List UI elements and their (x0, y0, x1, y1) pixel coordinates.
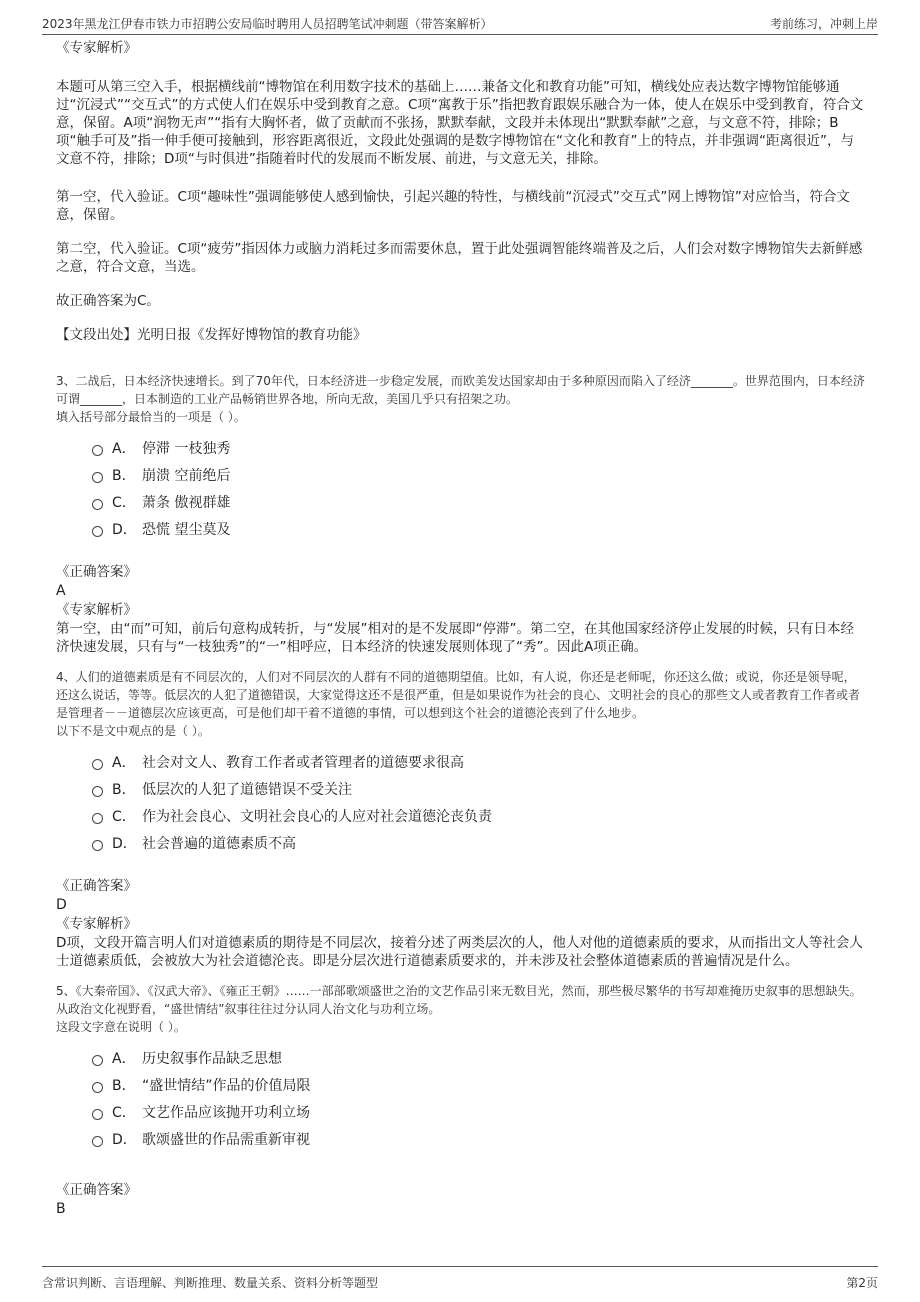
source-citation: 【文段出处】光明日报《发挥好博物馆的教育功能》 (56, 327, 367, 343)
correct-answer: D (56, 897, 67, 913)
option-text: 作为社会良心、文明社会良心的人应对社会道德沦丧负责 (142, 808, 492, 825)
document-title: 2023年黑龙江伊春市铁力市招聘公安局临时聘用人员招聘笔试冲刺题（带答案解析） (42, 17, 493, 31)
question-prompt: 填入括号部分最恰当的一项是（ ）。 (56, 410, 246, 424)
option-c[interactable] (92, 488, 866, 515)
option-d[interactable] (92, 515, 866, 542)
correct-answer-label: 《正确答案》 (56, 878, 137, 894)
option-c[interactable] (92, 802, 866, 829)
option-key: D． (112, 1131, 137, 1148)
option-text: 崩溃 空前绝后 (142, 467, 231, 484)
question-block (56, 372, 866, 656)
analysis-paragraph: 本题可从第三空入手，根据横线前“博物馆在利用数字技术的基础上……兼备文化和教育功能”可知，横线处应表达数字博物馆能够通过“沉浸式”“交互式”的方式使人们在娱乐中受到教育之意。C项“寓教于乐”指把教育跟娱乐融合为一体，使人在娱乐中受到教育，符合文意，保留。A项“润物无声”“指有大胸怀者，做了贡献而不张扬，默默奉献，文段并未体现出“默默奉献”之意，与文意不符，排除；B项“触手可及”指一伸手便可接触到，形容距离很近，文段此处强调的是数字博物馆在“文化和教育”上的特点，并非强调“距离很近”，与文意不符，排除；D项“与时俱进”指随着时代的发展而不断发展、前进，与文意无关，排除。 (56, 79, 864, 167)
option-text: 社会普遍的道德素质不高 (142, 835, 296, 852)
option-key: C． (112, 808, 136, 825)
page-number: 第2页 (846, 1276, 878, 1290)
radio-button-icon[interactable] (92, 1055, 103, 1066)
analysis-paragraph: 第一空，代入验证。C项“趣味性”强调能够使人感到愉快，引起兴趣的特性，与横线前“沉浸式”交互式”网上博物馆”对应恰当，符合文意，保留。 (56, 189, 850, 223)
option-key: D． (112, 835, 137, 852)
radio-button-icon[interactable] (92, 499, 103, 510)
option-b[interactable] (92, 775, 866, 802)
option-text: “盛世情结”作品的价值局限 (142, 1077, 311, 1094)
question-prompt: 这段文字意在说明（ ）。 (56, 1020, 186, 1034)
option-b[interactable] (92, 461, 866, 488)
radio-button-icon[interactable] (92, 813, 103, 824)
option-key: A． (112, 440, 136, 457)
radio-button-icon[interactable] (92, 786, 103, 797)
option-text: 萧条 傲视群雄 (142, 494, 231, 511)
radio-button-icon[interactable] (92, 1109, 103, 1120)
radio-button-icon[interactable] (92, 472, 103, 483)
question-stem: 5、《大秦帝国》、《汉武大帝》、《雍正王朝》……一部部歌颂盛世之治的文艺作品引来无数目光，然而，那些极尽繁华的书写却难掩历史叙事的思想缺失。从政治文化视野看，“盛世情结”叙事往往过分认同人治文化与功利立场。 (56, 984, 862, 1016)
analysis-paragraph: 故正确答案为C。 (56, 293, 160, 309)
option-text: 歌颂盛世的作品需重新审视 (142, 1131, 310, 1148)
expert-analysis-label: 《专家解析》 (56, 602, 137, 618)
option-a[interactable] (92, 748, 866, 775)
header-slogan: 考前练习，冲刺上岸 (769, 17, 878, 31)
option-key: B． (112, 467, 136, 484)
question-block (56, 668, 866, 970)
option-d[interactable] (92, 1125, 866, 1152)
expert-analysis-label: 《专家解析》 (56, 916, 137, 932)
option-key: D． (112, 521, 137, 538)
page-content (56, 38, 866, 1218)
option-key: B． (112, 1077, 136, 1094)
option-key: A． (112, 754, 136, 771)
option-text: 低层次的人犯了道德错误不受关注 (142, 781, 352, 798)
option-key: C． (112, 1104, 136, 1121)
option-b[interactable] (92, 1071, 866, 1098)
option-d[interactable] (92, 829, 866, 856)
question-block (56, 982, 866, 1218)
radio-button-icon[interactable] (92, 526, 103, 537)
radio-button-icon[interactable] (92, 1136, 103, 1147)
expert-analysis-label: 《专家解析》 (56, 40, 137, 56)
option-key: C． (112, 494, 136, 511)
analysis-text: 第一空，由“而”可知，前后句意构成转折，与“发展”相对的是不发展即“停滞”。第二空，在其他国家经济停止发展的时候，只有日本经济快速发展，只有与“一枝独秀”的“一”相呼应，日本经济的快速发展则体现了“秀”。因此A项正确。 (56, 621, 854, 655)
option-a[interactable] (92, 1044, 866, 1071)
option-c[interactable] (92, 1098, 866, 1125)
analysis-paragraph: 第二空，代入验证。C项“疲劳”指因体力或脑力消耗过多而需要休息，置于此处强调智能终端普及之后，人们会对数字博物馆失去新鲜感之意，符合文意，当选。 (56, 241, 863, 275)
question-stem: 3、二战后，日本经济快速增长。到了70年代，日本经济进一步稳定发展，而欧美发达国家却由于多种原因而陷入了经济_______。世界范围内，日本经济可谓_______，日本制造的工业产品畅销世界各地，所向无敌，美国几乎只有招架之功。 (56, 374, 865, 406)
correct-answer: A (56, 583, 66, 599)
radio-button-icon[interactable] (92, 1082, 103, 1093)
footer-note: 含常识判断、言语理解、判断推理、数量关系、资料分析等题型 (42, 1276, 379, 1290)
page-header (42, 10, 878, 35)
radio-button-icon[interactable] (92, 759, 103, 770)
option-key: B． (112, 781, 136, 798)
option-text: 历史叙事作品缺乏思想 (142, 1050, 282, 1067)
option-key: A． (112, 1050, 136, 1067)
option-a[interactable] (92, 434, 866, 461)
option-text: 社会对文人、教育工作者或者管理者的道德要求很高 (142, 754, 464, 771)
radio-button-icon[interactable] (92, 840, 103, 851)
option-text: 文艺作品应该抛开功利立场 (142, 1104, 310, 1121)
question-prompt: 以下不是文中观点的是（ ）。 (56, 724, 210, 738)
correct-answer-label: 《正确答案》 (56, 564, 137, 580)
page-footer (42, 1266, 878, 1291)
option-text: 恐慌 望尘莫及 (142, 521, 231, 538)
analysis-text: D项，文段开篇言明人们对道德素质的期待是不同层次，接着分述了两类层次的人，他人对他的道德素质的要求，从而指出文人等社会人士道德素质低，会被放大为社会道德沦丧。即是分层次进行道德素质要求的，并未涉及社会整体道德素质的普遍情况是什么。 (56, 935, 863, 969)
correct-answer-label: 《正确答案》 (56, 1182, 137, 1198)
question-stem: 4、人们的道德素质是有不同层次的，人们对不同层次的人群有不同的道德期望值。比如，有人说，你还是老师呢，你还这么做；或说，你还是领导呢，还这么说话，等等。低层次的人犯了道德错误，大家觉得这还不是很严重，但是如果说作为社会的良心、文明社会的良心的那些文人或者教育工作者或者是管理者－－道德层次应该更高，可是他们却干着不道德的事情，可以想到这个社会的道德沦丧到了什么地步。 (56, 670, 861, 720)
option-text: 停滞 一枝独秀 (142, 440, 231, 457)
radio-button-icon[interactable] (92, 445, 103, 456)
correct-answer: B (56, 1201, 66, 1217)
